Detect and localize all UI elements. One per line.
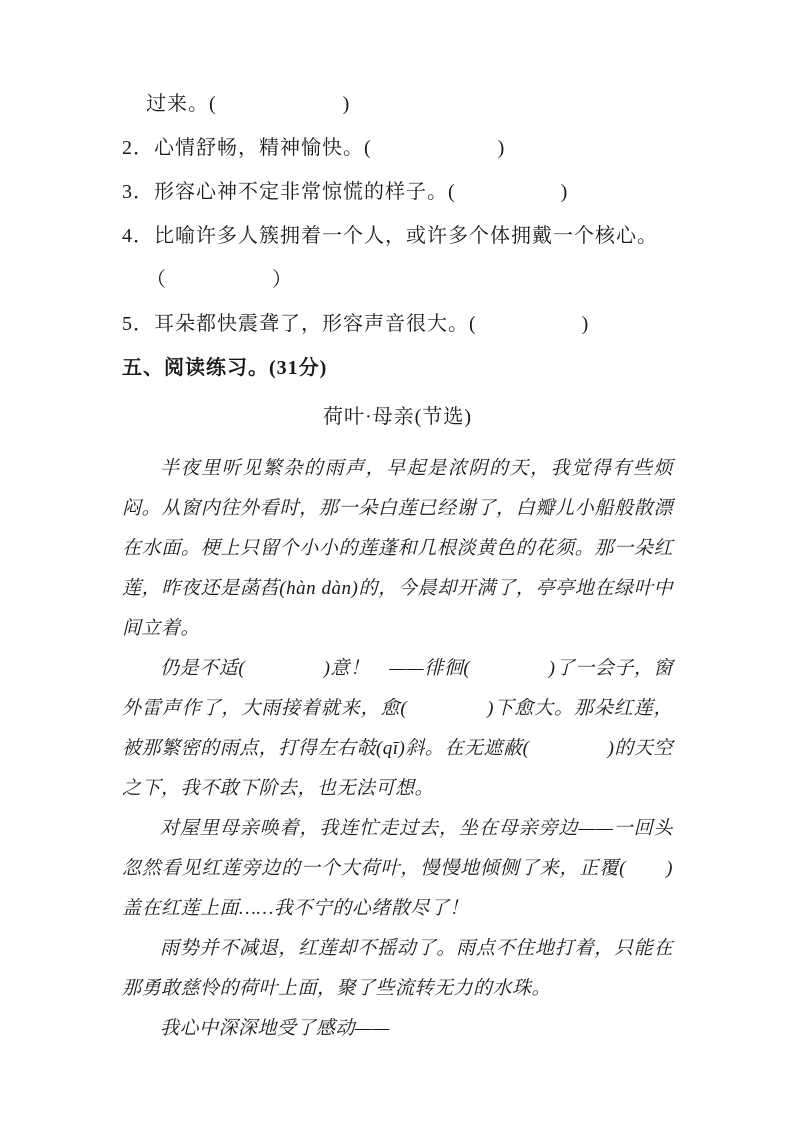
question-5: 5．耳朵都快震聋了，形容声音很大。( ) <box>122 313 590 335</box>
passage-paragraph-1: 半夜里听见繁杂的雨声，早起是浓阴的天，我觉得有些烦闷。从窗内往外看时，那一朵白莲已经谢了，白瓣儿小船般散漂在水面。梗上只留个小小的莲蓬和几根淡黄色的花须。那一朵红莲，昨夜还是菡萏(hàn dàn)的，今晨却开满了，亭亭地在绿叶中间立着。 <box>122 458 673 639</box>
passage-paragraph-4: 雨势并不减退，红莲却不摇动了。雨点不住地打着，只能在那勇敢慈怜的荷叶上面，聚了些流转无力的水珠。 <box>122 938 673 999</box>
passage-title: 荷叶·母亲(节选) <box>323 406 472 428</box>
question-4-answer-blank: （ ） <box>146 269 293 291</box>
question-3: 3．形容心神不定非常惊慌的样子。( ) <box>122 181 569 203</box>
passage-paragraph-3: 对屋里母亲唤着，我连忙走过去，坐在母亲旁边——一回头忽然看见红莲旁边的一个大荷叶，慢慢地倾侧了来，正覆( )盖在红莲上面……我不宁的心绪散尽了！ <box>122 818 673 919</box>
question-4: 4．比喻许多人簇拥着一个人，或许多个体拥戴一个核心。 <box>122 225 658 247</box>
question-1-continuation: 过来。( ) <box>146 93 351 115</box>
question-2: 2．心情舒畅，精神愉快。( ) <box>122 137 506 159</box>
passage-paragraph-5: 我心中深深地受了感动—— <box>160 1018 390 1039</box>
passage-paragraph-2: 仍是不适( )意！ ——徘徊( )了一会子，窗外雷声作了，大雨接着就来，愈( )下愈大。那朵红莲，被那繁密的雨点，打得左右攲(qī)斜。在无遮蔽( )的天空之下，我不敢下阶去，也无法可想。 <box>122 658 673 799</box>
section-5-heading: 五、阅读练习。(31分) <box>122 357 328 379</box>
